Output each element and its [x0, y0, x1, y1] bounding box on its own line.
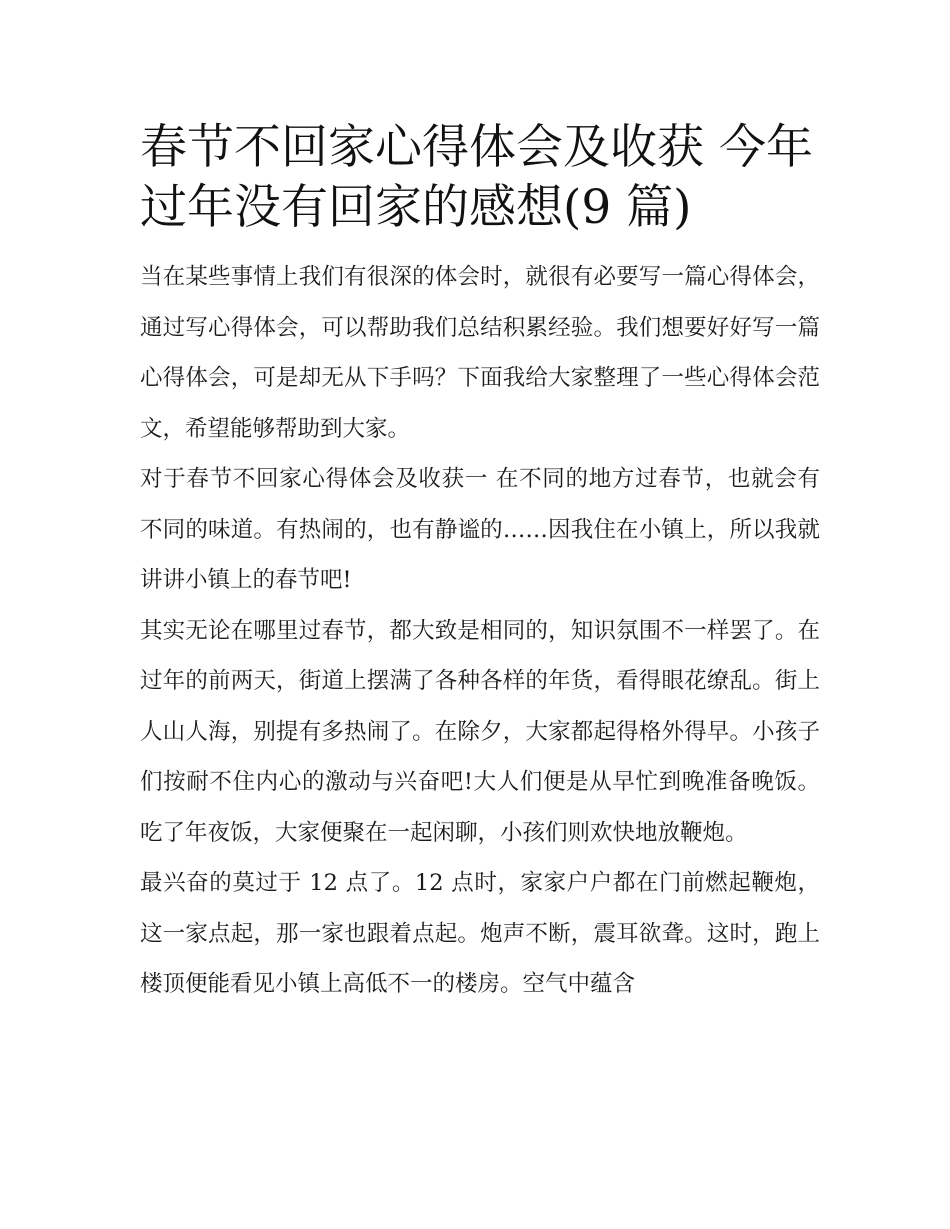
paragraph-1: 对于春节不回家心得体会及收获一 在不同的地方过春节，也就会有不同的味道。有热闹的，也有静谧的……因我住在小镇上，所以我就讲讲小镇上的春节吧!	[140, 466, 820, 593]
document-body	[140, 118, 820, 1010]
document-title: 春节不回家心得体会及收获 今年过年没有回家的感想(9 篇)	[140, 120, 813, 235]
paragraph-2: 其实无论在哪里过春节，都大致是相同的，知识氛围不一样罢了。在过年的前两天，街道上摆满了各种各样的年货，看得眼花缭乱。街上人山人海，别提有多热闹了。在除夕，大家都起得格外得早。小孩子们按耐不住内心的激动与兴奋吧!大人们便是从早忙到晚准备晚饭。吃了年夜饭，大家便聚在一起闲聊，小孩们则欢快地放鞭炮。	[140, 617, 820, 846]
paragraph-intro: 当在某些事情上我们有很深的体会时，就很有必要写一篇心得体会，通过写心得体会，可以帮助我们总结积累经验。我们想要好好写一篇心得体会，可是却无从下手吗？下面我给大家整理了一些心得体会范文，希望能够帮助到大家。	[140, 264, 820, 442]
paragraph-3: 最兴奋的莫过于 12 点了。12 点时，家家户户都在门前燃起鞭炮，这一家点起，那一家也跟着点起。炮声不断，震耳欲聋。这时，跑上楼顶便能看见小镇上高低不一的楼房。空气中蕴含	[140, 870, 820, 997]
